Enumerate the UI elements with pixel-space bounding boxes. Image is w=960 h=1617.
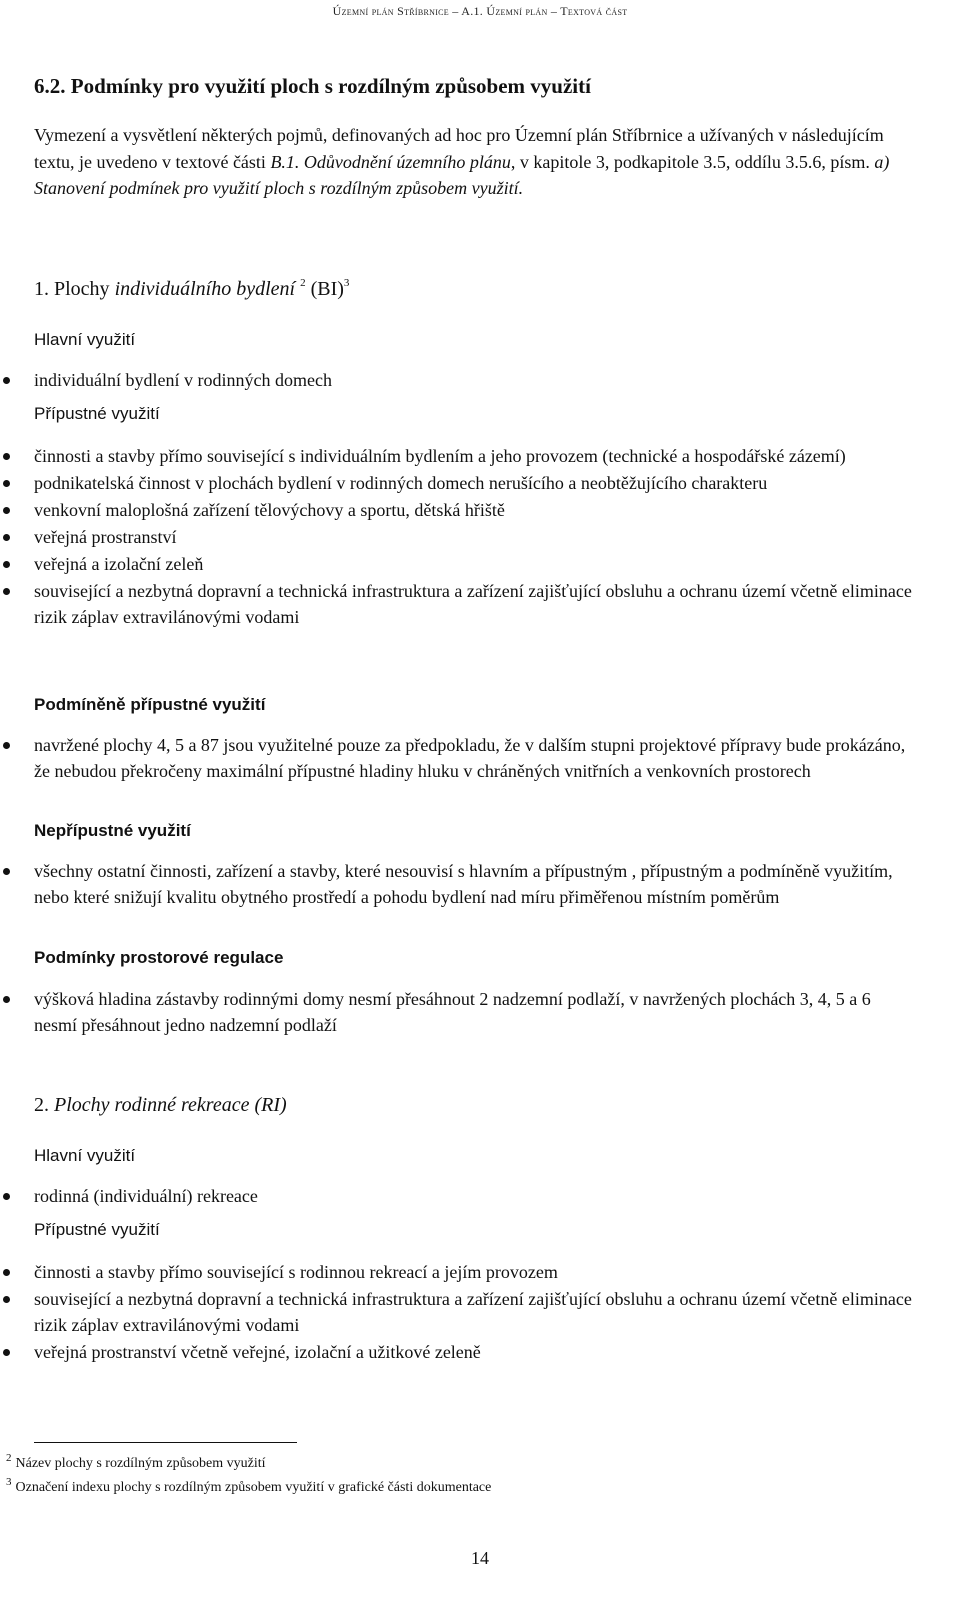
list-item [0,858,916,910]
list-item-text: individuální bydlení v rodinných domech [34,370,332,390]
bullet-icon [3,507,10,514]
bullet-icon [3,996,10,1003]
list-item-text: veřejná prostranství [34,527,177,547]
area1-forbidden-list [0,858,960,911]
section-title: 6.2. Podmínky pro využití ploch s rozdílným způsobem využití [34,74,591,98]
area1-heading: 1. Plochy individuálního bydlení $^2$ (BI)$^3$ [34,277,350,300]
bullet-icon [3,742,10,749]
list-item-text: rodinná (individuální) rekreace [34,1186,258,1206]
list-item [0,470,916,496]
running-header: Územní plán Stříbrnice – A.1. Územní plán – Textová část [332,4,628,18]
area2-main-use-heading: Hlavní využití [34,1146,136,1165]
footnote-3: $^3$ Označení indexu plochy s rozdílným způsobem využití v grafické části dokumentace [6,1476,492,1495]
list-item-text: veřejná prostranství včetně veřejné, izolační a užitkové zeleně [34,1342,481,1362]
bullet-icon [3,1349,10,1356]
bullet-icon [3,480,10,487]
page-number: 14 [471,1548,489,1568]
list-item [0,497,916,523]
list-item [0,1286,916,1338]
bullet-icon [3,534,10,541]
list-item [0,551,916,577]
list-item-text: podnikatelská činnost v plochách bydlení v rodinných domech nerušícího a neobtěžujícího charakteru [34,473,768,493]
list-item [0,1339,916,1365]
list-item-text: související a nezbytná dopravní a technická infrastruktura a zařízení zajišťující obsluhu a ochranu území včetně eliminace rizik záplav extravilánovými vodami [34,581,912,627]
list-item-text: výšková hladina zástavby rodinnými domy nesmí přesáhnout 2 nadzemní podlaží, v navržených plochách 3, 4, 5 a 6 nesmí přesáhnout jedno nadzemní podlaží [34,989,871,1035]
bullet-icon [3,1193,10,1200]
area1-forbidden-heading: Nepřípustné využití [34,821,191,840]
area1-permitted-heading: Přípustné využití [34,404,160,423]
bullet-icon [3,868,10,875]
area2-permitted-heading: Přípustné využití [34,1220,160,1239]
list-item-text: navržené plochy 4, 5 a 87 jsou využitelné pouze za předpokladu, že v dalším stupni projektové přípravy bude prokázáno, že nebudou překročeny maximální přípustné hladiny hluku v chráněných vnitřních a venkovních prostorech [34,735,906,781]
area1-conditional-list [0,732,960,785]
bullet-icon [3,588,10,595]
intro-paragraph: Vymezení a vysvětlení některých pojmů, definovaných ad hoc pro Územní plán Stříbrnice a užívaných v následujícím textu, je uvedeno v textové části B.1. Odůvodnění územního plánu, v kapitole 3, podkapitole 3.5, oddílu 3.5.6, písm. a) Stanovení podmínek pro využití ploch s rozdílným způsobem využití. [34,125,890,198]
list-item [0,443,916,469]
area1-spatial-list [0,986,960,1039]
list-item-text: všechny ostatní činnosti, zařízení a stavby, které nesouvisí s hlavním a přípustným , přípustným a podmíněně využitím, nebo které snižují kvalitu obytného prostředí a pohodu bydlení nad míru přiměřenou místním poměrům [34,861,893,907]
list-item [0,578,916,630]
area1-spatial-heading: Podmínky prostorové regulace [34,948,284,967]
area2-main-use-list [0,1183,960,1210]
list-item [0,732,916,784]
list-item [0,986,916,1038]
list-item [0,1183,916,1209]
bullet-icon [3,561,10,568]
area1-main-use-list [0,367,960,394]
area1-conditional-heading: Podmíněně přípustné využití [34,695,266,714]
list-item-text: činnosti a stavby přímo související s rodinnou rekreací a jejím provozem [34,1262,558,1282]
bullet-icon [3,1296,10,1303]
area2-permitted-list [0,1259,960,1366]
list-item-text: související a nezbytná dopravní a technická infrastruktura a zařízení zajišťující obsluhu a ochranu území včetně eliminace rizik záplav extravilánovými vodami [34,1289,912,1335]
list-item-text: veřejná a izolační zeleň [34,554,204,574]
footnote-2: $^2$ Název plochy s rozdílným způsobem využití [6,1452,266,1471]
bullet-icon [3,377,10,384]
list-item [0,1259,916,1285]
bullet-icon [3,1269,10,1276]
footnote-separator [34,1442,297,1443]
area1-permitted-list [0,443,960,631]
list-item [0,524,916,550]
area1-main-use-heading: Hlavní využití [34,330,136,349]
list-item-text: venkovní maloplošná zařízení tělovýchovy a sportu, dětská hřiště [34,500,505,520]
list-item-text: činnosti a stavby přímo související s individuálním bydlením a jeho provozem (technické a hospodářské zázemí) [34,446,846,466]
bullet-icon [3,453,10,460]
list-item [0,367,916,393]
area2-heading: 2. Plochy rodinné rekreace (RI) [34,1094,287,1116]
